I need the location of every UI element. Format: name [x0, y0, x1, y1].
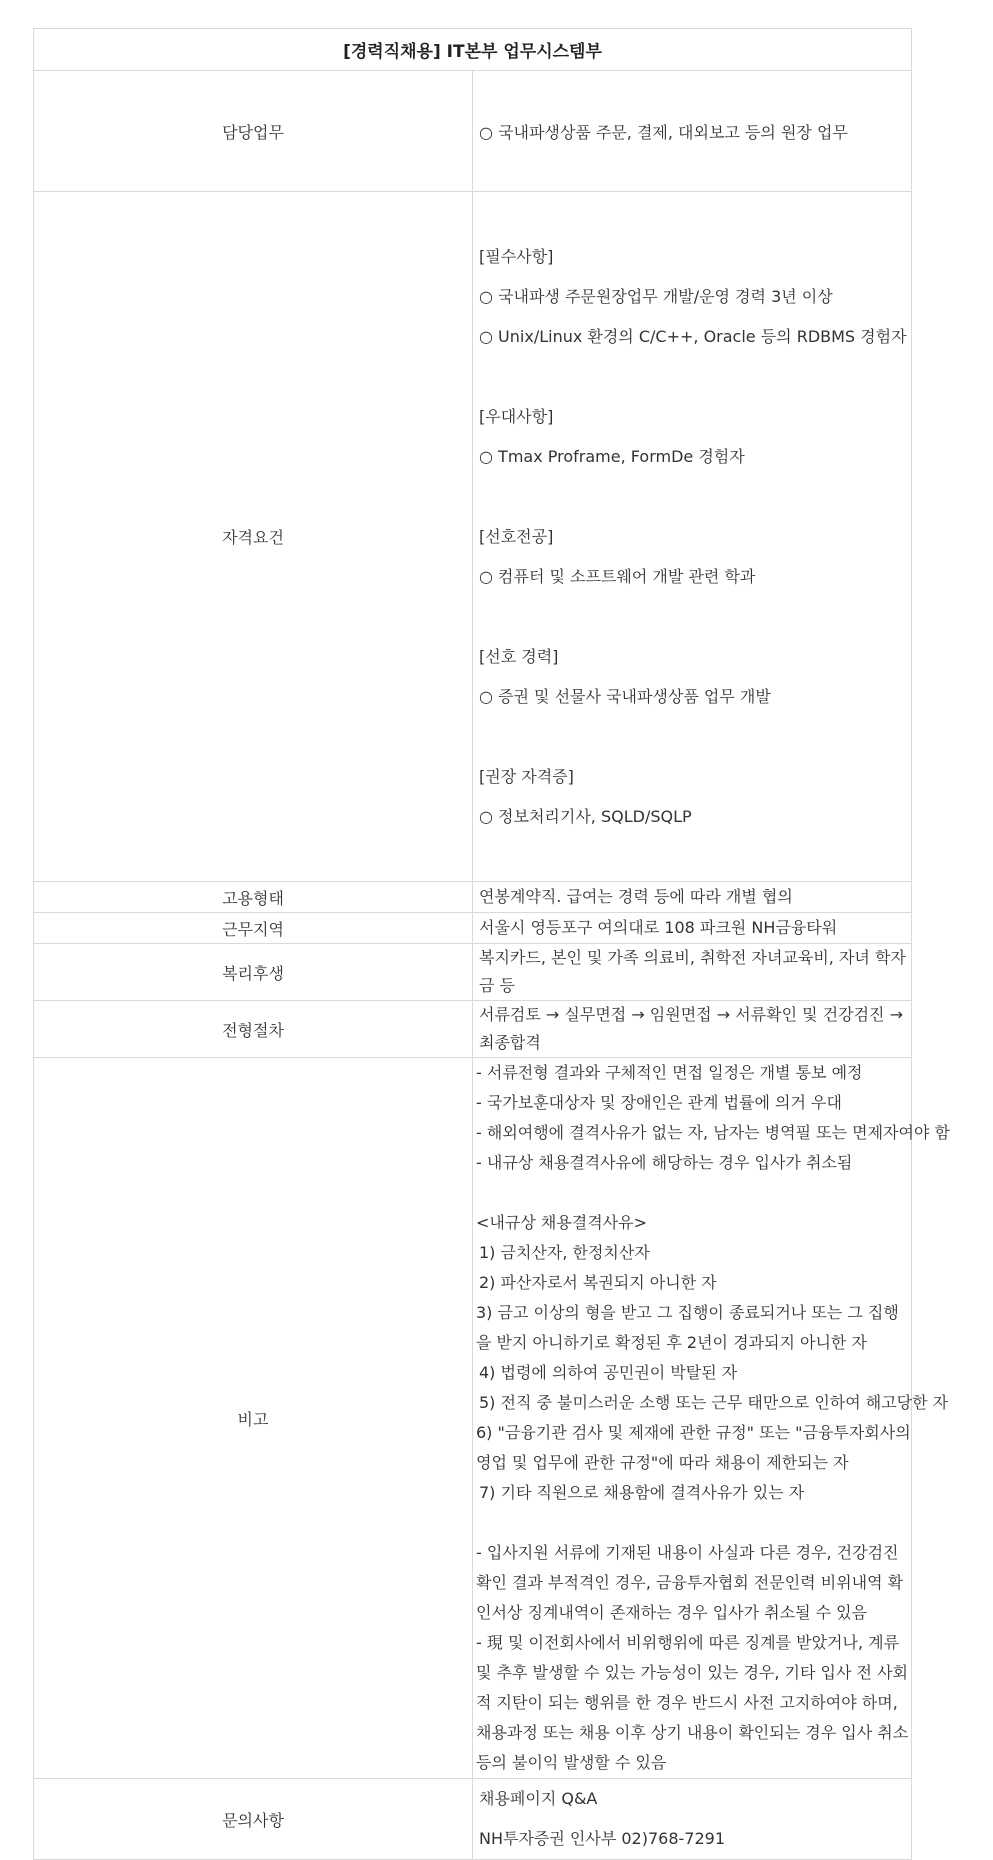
benefits-text: 복지카드, 본인 및 가족 의료비, 취학전 자녀교육비, 자녀 학자금 등 — [473, 944, 912, 1001]
contact-content — [473, 1779, 912, 1860]
career-item: ○ 증권 및 선물사 국내파생상품 업무 개발 — [479, 686, 771, 706]
preferred-heading: [우대사항] — [479, 406, 554, 426]
disqualification-item: 2) 파산자로서 복권되지 아니한 자 — [479, 1273, 717, 1292]
contact-row — [34, 1779, 912, 1860]
disqualification-item: 3) 금고 이상의 형을 받고 그 집행이 종료되거나 또는 그 집행을 받지 아니하기로 확정된 후 2년이 경과되지 아니한 자 — [476, 1303, 899, 1352]
process-label: 전형절차 — [34, 1001, 473, 1058]
required-item: ○ Unix/Linux 환경의 C/C++, Oracle 등의 RDBMS 경험자 — [479, 326, 907, 346]
location-label: 근무지역 — [34, 913, 473, 944]
duties-content — [473, 71, 912, 192]
notes-item: - 해외여행에 결격사유가 없는 자, 남자는 병역필 또는 면제자여야 함 — [476, 1123, 950, 1142]
contact-label: 문의사항 — [34, 1779, 473, 1860]
title-row — [34, 29, 912, 71]
posting-title: [경력직채용] IT본부 업무시스템부 — [34, 29, 912, 71]
notes-content — [473, 1058, 950, 1779]
notes-item: - 내규상 채용결격사유에 해당하는 경우 입사가 취소됨 — [476, 1153, 853, 1172]
major-heading: [선호전공] — [479, 526, 554, 546]
qualifications-label: 자격요건 — [34, 192, 473, 882]
job-posting-table — [33, 28, 950, 1860]
duties-row — [34, 71, 912, 192]
duties-text: ○ 국내파생상품 주문, 결제, 대외보고 등의 원장 업무 — [479, 122, 848, 142]
location-row — [34, 913, 912, 944]
closing-note: - 現 및 이전회사에서 비위행위에 따른 징계를 받았거나, 계류 및 추후 발생할 수 있는 가능성이 있는 경우, 기타 입사 전 사회적 지탄이 되는 행위를 한 경우 반드시 사전 고지하여야 하며, 채용과정 또는 채용 이후 상기 내용이 확인되는 경우 입사 취소 등의 불이익 발생할 수 있음 — [476, 1633, 909, 1772]
contact-phone: NH투자증권 인사부 02)768-7291 — [479, 1829, 725, 1848]
benefits-label: 복리후생 — [34, 944, 473, 1001]
notes-row — [34, 1058, 912, 1779]
disqualification-item: 1) 금치산자, 한정치산자 — [479, 1243, 650, 1262]
employment-text: 연봉계약직. 급여는 경력 등에 따라 개별 협의 — [473, 882, 912, 913]
duties-label: 담당업무 — [34, 71, 473, 192]
contact-qna: 채용페이지 Q&A — [479, 1789, 598, 1808]
closing-note: - 입사지원 서류에 기재된 내용이 사실과 다른 경우, 건강검진 확인 결과 부적격인 경우, 금융투자협회 전문인력 비위내역 확인서상 징계내역이 존재하는 경우 입사가 취소될 수 있음 — [476, 1543, 904, 1622]
notes-item: - 서류전형 결과와 구체적인 면접 일정은 개별 통보 예정 — [476, 1063, 863, 1082]
certificate-item: ○ 정보처리기사, SQLD/SQLP — [479, 806, 692, 826]
disqualification-item: 7) 기타 직원으로 채용함에 결격사유가 있는 자 — [479, 1483, 805, 1502]
major-item: ○ 컴퓨터 및 소프트웨어 개발 관련 학과 — [479, 566, 756, 586]
notes-item: - 국가보훈대상자 및 장애인은 관계 법률에 의거 우대 — [476, 1093, 842, 1112]
benefits-row — [34, 944, 912, 1001]
process-text: 서류검토 → 실무면접 → 임원면접 → 서류확인 및 건강검진 → 최종합격 — [473, 1001, 912, 1058]
employment-label: 고용형태 — [34, 882, 473, 913]
process-row — [34, 1001, 912, 1058]
employment-row — [34, 882, 912, 913]
location-text: 서울시 영등포구 여의대로 108 파크원 NH금융타워 — [473, 913, 912, 944]
notes-label: 비고 — [34, 1058, 473, 1779]
disqualification-heading: <내규상 채용결격사유> — [476, 1213, 648, 1232]
required-item: ○ 국내파생 주문원장업무 개발/운영 경력 3년 이상 — [479, 286, 833, 306]
qualifications-content — [473, 192, 912, 882]
disqualification-item: 6) "금융기관 검사 및 제재에 관한 규정" 또는 "금융투자회사의 영업 및 업무에 관한 규정"에 따라 채용이 제한되는 자 — [476, 1423, 911, 1472]
certificate-heading: [권장 자격증] — [479, 766, 574, 786]
qualifications-row — [34, 192, 912, 882]
preferred-item: ○ Tmax Proframe, FormDe 경험자 — [479, 446, 745, 466]
required-heading: [필수사항] — [479, 246, 554, 266]
disqualification-item: 4) 법령에 의하여 공민권이 박탈된 자 — [479, 1363, 738, 1382]
disqualification-item: 5) 전직 중 불미스러운 소행 또는 근무 태만으로 인하여 해고당한 자 — [479, 1393, 949, 1412]
career-heading: [선호 경력] — [479, 646, 559, 666]
